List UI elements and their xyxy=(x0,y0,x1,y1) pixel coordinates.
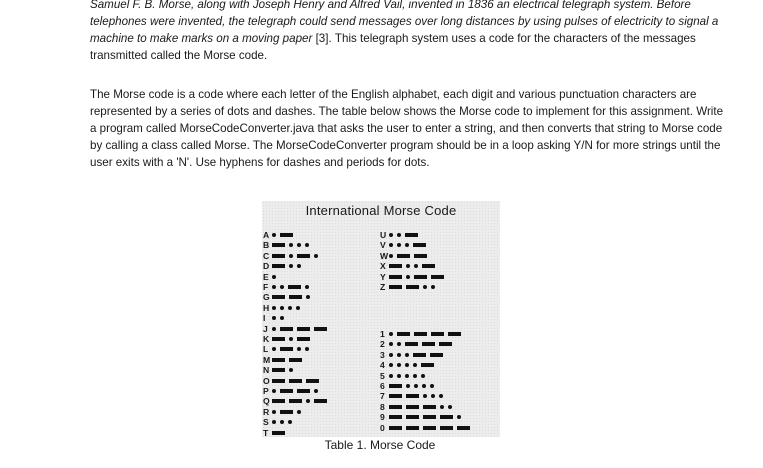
morse-dash xyxy=(280,233,293,237)
morse-dot xyxy=(289,243,293,247)
intro-text-continued: This telegraph system uses a code for the characters of the messages transmitted called the Morse code. xyxy=(90,32,696,62)
morse-row-g xyxy=(263,292,314,302)
morse-symbols xyxy=(389,394,447,398)
morse-char: C xyxy=(263,250,270,261)
morse-dot xyxy=(389,363,393,367)
morse-symbols xyxy=(272,347,313,351)
morse-dash xyxy=(389,405,402,409)
morse-row-n xyxy=(263,365,297,375)
morse-char: B xyxy=(263,240,270,251)
morse-row-d xyxy=(263,261,305,271)
morse-symbols xyxy=(272,410,305,414)
morse-dot xyxy=(389,243,393,247)
morse-dash xyxy=(272,379,285,383)
morse-symbols xyxy=(389,285,439,289)
morse-char: 6 xyxy=(380,381,385,391)
morse-row-x xyxy=(380,261,439,271)
morse-row-r xyxy=(263,407,305,417)
morse-dash xyxy=(397,332,410,336)
morse-dash xyxy=(297,389,310,393)
morse-dot xyxy=(297,264,301,268)
morse-dash xyxy=(280,327,293,331)
morse-char: 8 xyxy=(380,401,385,412)
morse-symbols xyxy=(389,415,465,419)
morse-char: K xyxy=(263,334,270,344)
morse-dash xyxy=(272,431,285,435)
morse-dot xyxy=(405,374,409,378)
morse-dot xyxy=(413,374,417,378)
morse-symbols xyxy=(272,295,314,299)
morse-dot xyxy=(430,384,434,388)
morse-dot xyxy=(397,353,401,357)
morse-char: U xyxy=(380,230,387,240)
morse-dot xyxy=(389,353,393,357)
morse-row-z xyxy=(380,282,439,292)
morse-dot xyxy=(297,347,301,351)
figure-title: International Morse Code xyxy=(305,203,457,218)
morse-symbols xyxy=(272,233,297,237)
morse-symbols xyxy=(389,264,439,268)
morse-dot xyxy=(406,275,410,279)
morse-row-h xyxy=(263,303,304,313)
morse-dot xyxy=(272,327,276,331)
morse-dot xyxy=(389,254,393,258)
morse-row-k xyxy=(263,334,314,344)
morse-dash xyxy=(272,358,285,362)
morse-dot xyxy=(314,254,318,258)
morse-char: Z xyxy=(380,282,386,292)
morse-dot xyxy=(272,389,276,393)
morse-dash xyxy=(314,327,327,331)
morse-dash xyxy=(280,347,293,351)
morse-dot xyxy=(297,410,301,414)
morse-row-9 xyxy=(380,412,465,422)
morse-char: 1 xyxy=(380,329,385,339)
morse-dash xyxy=(414,275,427,279)
morse-row-5 xyxy=(380,371,429,381)
morse-dot xyxy=(289,254,293,258)
morse-dot xyxy=(297,243,301,247)
morse-dash xyxy=(389,384,402,388)
morse-row-o xyxy=(263,376,323,386)
morse-dash xyxy=(289,358,302,362)
morse-symbols xyxy=(272,264,305,268)
morse-row-w xyxy=(380,251,431,261)
morse-char: 2 xyxy=(380,339,385,350)
morse-char: 0 xyxy=(380,422,385,433)
morse-dash xyxy=(272,368,285,372)
morse-dash xyxy=(288,285,301,289)
morse-dot xyxy=(406,384,410,388)
morse-dot xyxy=(397,243,401,247)
morse-dash xyxy=(440,426,453,430)
morse-row-7 xyxy=(380,391,447,401)
morse-dot xyxy=(272,316,276,320)
morse-dot xyxy=(457,415,461,419)
morse-dot xyxy=(272,410,276,414)
morse-dot xyxy=(305,285,309,289)
morse-dot xyxy=(389,332,393,336)
morse-dash xyxy=(406,285,419,289)
morse-dash xyxy=(413,353,426,357)
morse-dot xyxy=(439,394,443,398)
morse-dot xyxy=(431,394,435,398)
morse-dash xyxy=(289,379,302,383)
morse-dot xyxy=(431,285,435,289)
morse-dash xyxy=(431,332,444,336)
morse-dash xyxy=(405,342,418,346)
morse-symbols xyxy=(389,405,456,409)
morse-row-0 xyxy=(380,423,474,433)
morse-dot xyxy=(423,394,427,398)
morse-symbols xyxy=(272,399,331,403)
morse-char: O xyxy=(263,375,270,386)
morse-row-y xyxy=(380,272,448,282)
morse-dash xyxy=(289,399,302,403)
morse-symbols xyxy=(389,374,429,378)
morse-row-a xyxy=(263,230,297,240)
morse-symbols xyxy=(272,337,314,341)
morse-dot xyxy=(413,363,417,367)
morse-dash xyxy=(406,415,419,419)
morse-symbols xyxy=(272,358,306,362)
morse-dash xyxy=(423,415,436,419)
intro-text: Samuel F. B. Morse, along with Joseph Henry and Alfred Vail, invented in 1836 an electrical telegraph system. Before telephones were invented, the telegraph could send messages over long distances by using pulses of electricity to signal a machine to make marks on a moving paper xyxy=(90,0,719,45)
morse-dash xyxy=(406,394,419,398)
morse-symbols xyxy=(389,384,438,388)
morse-dash xyxy=(448,332,461,336)
morse-dot xyxy=(280,285,284,289)
morse-dash xyxy=(431,275,444,279)
morse-row-s xyxy=(263,417,296,427)
morse-dot xyxy=(272,233,276,237)
morse-dash xyxy=(414,254,427,258)
assignment-paragraph: The Morse code is a code where each letter of the English alphabet, each digit and various punctuation characters are represented by a series of dots and dashes. The table below shows the Morse code to implement for this assignment. Write a program called MorseCodeConverter.java that asks the user to enter a string, and then converts that string to Morse code by calling a class called Morse. The MorseCodeConverter program should be in a loop asking Y/N for more strings until the user exits with a 'N'. Use hyphens for dashes and periods for dots. xyxy=(90,88,724,169)
morse-symbols xyxy=(272,275,280,279)
morse-dot xyxy=(406,264,410,268)
morse-row-6 xyxy=(380,381,438,391)
morse-dash xyxy=(280,410,293,414)
morse-dash xyxy=(272,243,285,247)
morse-symbols xyxy=(389,243,430,247)
morse-row-c xyxy=(263,251,322,261)
morse-char: J xyxy=(263,323,268,334)
morse-dot xyxy=(289,368,293,372)
morse-dot xyxy=(272,306,276,310)
morse-row-8 xyxy=(380,402,456,412)
morse-dot xyxy=(414,384,418,388)
morse-dash xyxy=(272,264,285,268)
morse-row-l xyxy=(263,344,313,354)
morse-dash xyxy=(422,264,435,268)
morse-row-m xyxy=(263,355,306,365)
morse-char: V xyxy=(380,240,386,251)
morse-dot xyxy=(405,363,409,367)
morse-dot xyxy=(306,399,310,403)
morse-dot xyxy=(288,420,292,424)
morse-dash xyxy=(272,399,285,403)
morse-dot xyxy=(389,342,393,346)
morse-char: N xyxy=(263,365,270,376)
morse-dot xyxy=(389,374,393,378)
morse-char: X xyxy=(380,261,386,272)
morse-symbols xyxy=(272,316,288,320)
morse-symbols xyxy=(272,368,297,372)
morse-char: G xyxy=(263,292,270,303)
morse-dot xyxy=(422,384,426,388)
morse-char: M xyxy=(263,354,271,365)
morse-row-u xyxy=(380,230,422,240)
morse-char: F xyxy=(263,282,269,292)
morse-dash xyxy=(440,415,453,419)
intro-paragraph xyxy=(90,0,730,64)
morse-dash xyxy=(306,379,319,383)
morse-dash xyxy=(314,399,327,403)
morse-dash xyxy=(297,337,310,341)
morse-dot xyxy=(397,233,401,237)
morse-dash xyxy=(389,394,402,398)
morse-dot xyxy=(280,306,284,310)
morse-dash xyxy=(423,405,436,409)
morse-dash xyxy=(272,254,285,258)
morse-symbols xyxy=(272,379,323,383)
morse-char: S xyxy=(263,417,269,428)
morse-dash xyxy=(423,426,436,430)
morse-dot xyxy=(280,316,284,320)
morse-dot xyxy=(305,243,309,247)
morse-symbols xyxy=(389,353,447,357)
morse-symbols xyxy=(272,243,313,247)
morse-symbols xyxy=(389,332,465,336)
morse-dash xyxy=(397,254,410,258)
morse-symbols xyxy=(389,254,431,258)
morse-symbols xyxy=(389,275,448,279)
morse-dot xyxy=(305,347,309,351)
morse-row-b xyxy=(263,240,313,250)
morse-row-p xyxy=(263,386,322,396)
morse-dash xyxy=(297,327,310,331)
morse-symbols xyxy=(389,363,438,367)
morse-symbols xyxy=(272,389,322,393)
morse-dot xyxy=(272,420,276,424)
morse-dash xyxy=(422,342,435,346)
morse-dash xyxy=(389,285,402,289)
morse-dash xyxy=(272,337,285,341)
morse-char: L xyxy=(263,344,269,355)
morse-char: W xyxy=(380,250,389,261)
morse-dash xyxy=(280,389,293,393)
morse-row-v xyxy=(380,240,430,250)
morse-symbols xyxy=(389,342,456,346)
morse-char: 3 xyxy=(380,349,385,360)
morse-dash xyxy=(421,363,434,367)
morse-dot xyxy=(288,306,292,310)
morse-dash xyxy=(406,426,419,430)
morse-row-e xyxy=(263,272,280,282)
morse-char: I xyxy=(263,313,266,324)
morse-dash xyxy=(289,295,302,299)
morse-dash xyxy=(430,353,443,357)
morse-dot xyxy=(272,285,276,289)
morse-char: R xyxy=(263,406,270,417)
morse-dash xyxy=(406,405,419,409)
morse-dot xyxy=(405,243,409,247)
morse-dot xyxy=(280,420,284,424)
morse-row-3 xyxy=(380,350,447,360)
morse-dot xyxy=(272,347,276,351)
morse-dash xyxy=(389,275,402,279)
morse-row-i xyxy=(263,313,288,323)
morse-symbols xyxy=(272,306,304,310)
morse-dot xyxy=(397,342,401,346)
morse-dash xyxy=(457,426,470,430)
morse-dot xyxy=(421,374,425,378)
morse-dot xyxy=(296,306,300,310)
morse-row-f xyxy=(263,282,313,292)
citation: [3]. xyxy=(315,32,332,45)
morse-row-1 xyxy=(380,329,465,339)
morse-dot xyxy=(448,405,452,409)
morse-dot xyxy=(397,374,401,378)
morse-char: E xyxy=(263,271,269,282)
morse-char: A xyxy=(263,230,270,240)
morse-symbols xyxy=(272,420,296,424)
morse-dot xyxy=(405,353,409,357)
morse-symbols xyxy=(389,233,422,237)
morse-char: P xyxy=(263,386,269,396)
morse-symbols xyxy=(272,431,289,435)
morse-char: 7 xyxy=(380,391,385,402)
morse-dash xyxy=(389,426,402,430)
morse-dash xyxy=(297,254,310,258)
morse-char: D xyxy=(263,261,270,272)
morse-code-figure xyxy=(262,201,500,437)
morse-char: 5 xyxy=(380,370,385,381)
morse-row-4 xyxy=(380,360,438,370)
morse-row-2 xyxy=(380,339,456,349)
morse-dash xyxy=(405,233,418,237)
morse-symbols xyxy=(389,426,474,430)
morse-dash xyxy=(389,264,402,268)
morse-dot xyxy=(389,233,393,237)
morse-char: Q xyxy=(263,396,270,407)
morse-dot xyxy=(272,275,276,279)
morse-row-t xyxy=(263,428,289,438)
morse-dash xyxy=(272,295,285,299)
morse-symbols xyxy=(272,254,322,258)
morse-row-q xyxy=(263,396,331,406)
morse-dot xyxy=(306,295,310,299)
morse-char: 4 xyxy=(380,360,385,371)
morse-dot xyxy=(423,285,427,289)
table-caption: Table 1. Morse Code xyxy=(324,438,436,452)
morse-dot xyxy=(289,264,293,268)
morse-dash xyxy=(439,342,452,346)
morse-symbols xyxy=(272,327,331,331)
morse-dot xyxy=(397,363,401,367)
morse-dash xyxy=(389,415,402,419)
morse-row-j xyxy=(263,324,331,334)
morse-dot xyxy=(289,337,293,341)
morse-char: 9 xyxy=(380,412,385,423)
morse-symbols xyxy=(272,285,313,289)
morse-dot xyxy=(314,389,318,393)
morse-dot xyxy=(414,264,418,268)
morse-dot xyxy=(440,405,444,409)
morse-char: H xyxy=(263,302,270,313)
morse-dash xyxy=(413,243,426,247)
morse-dash xyxy=(414,332,427,336)
morse-char: Y xyxy=(380,271,386,282)
morse-char: T xyxy=(263,427,269,438)
